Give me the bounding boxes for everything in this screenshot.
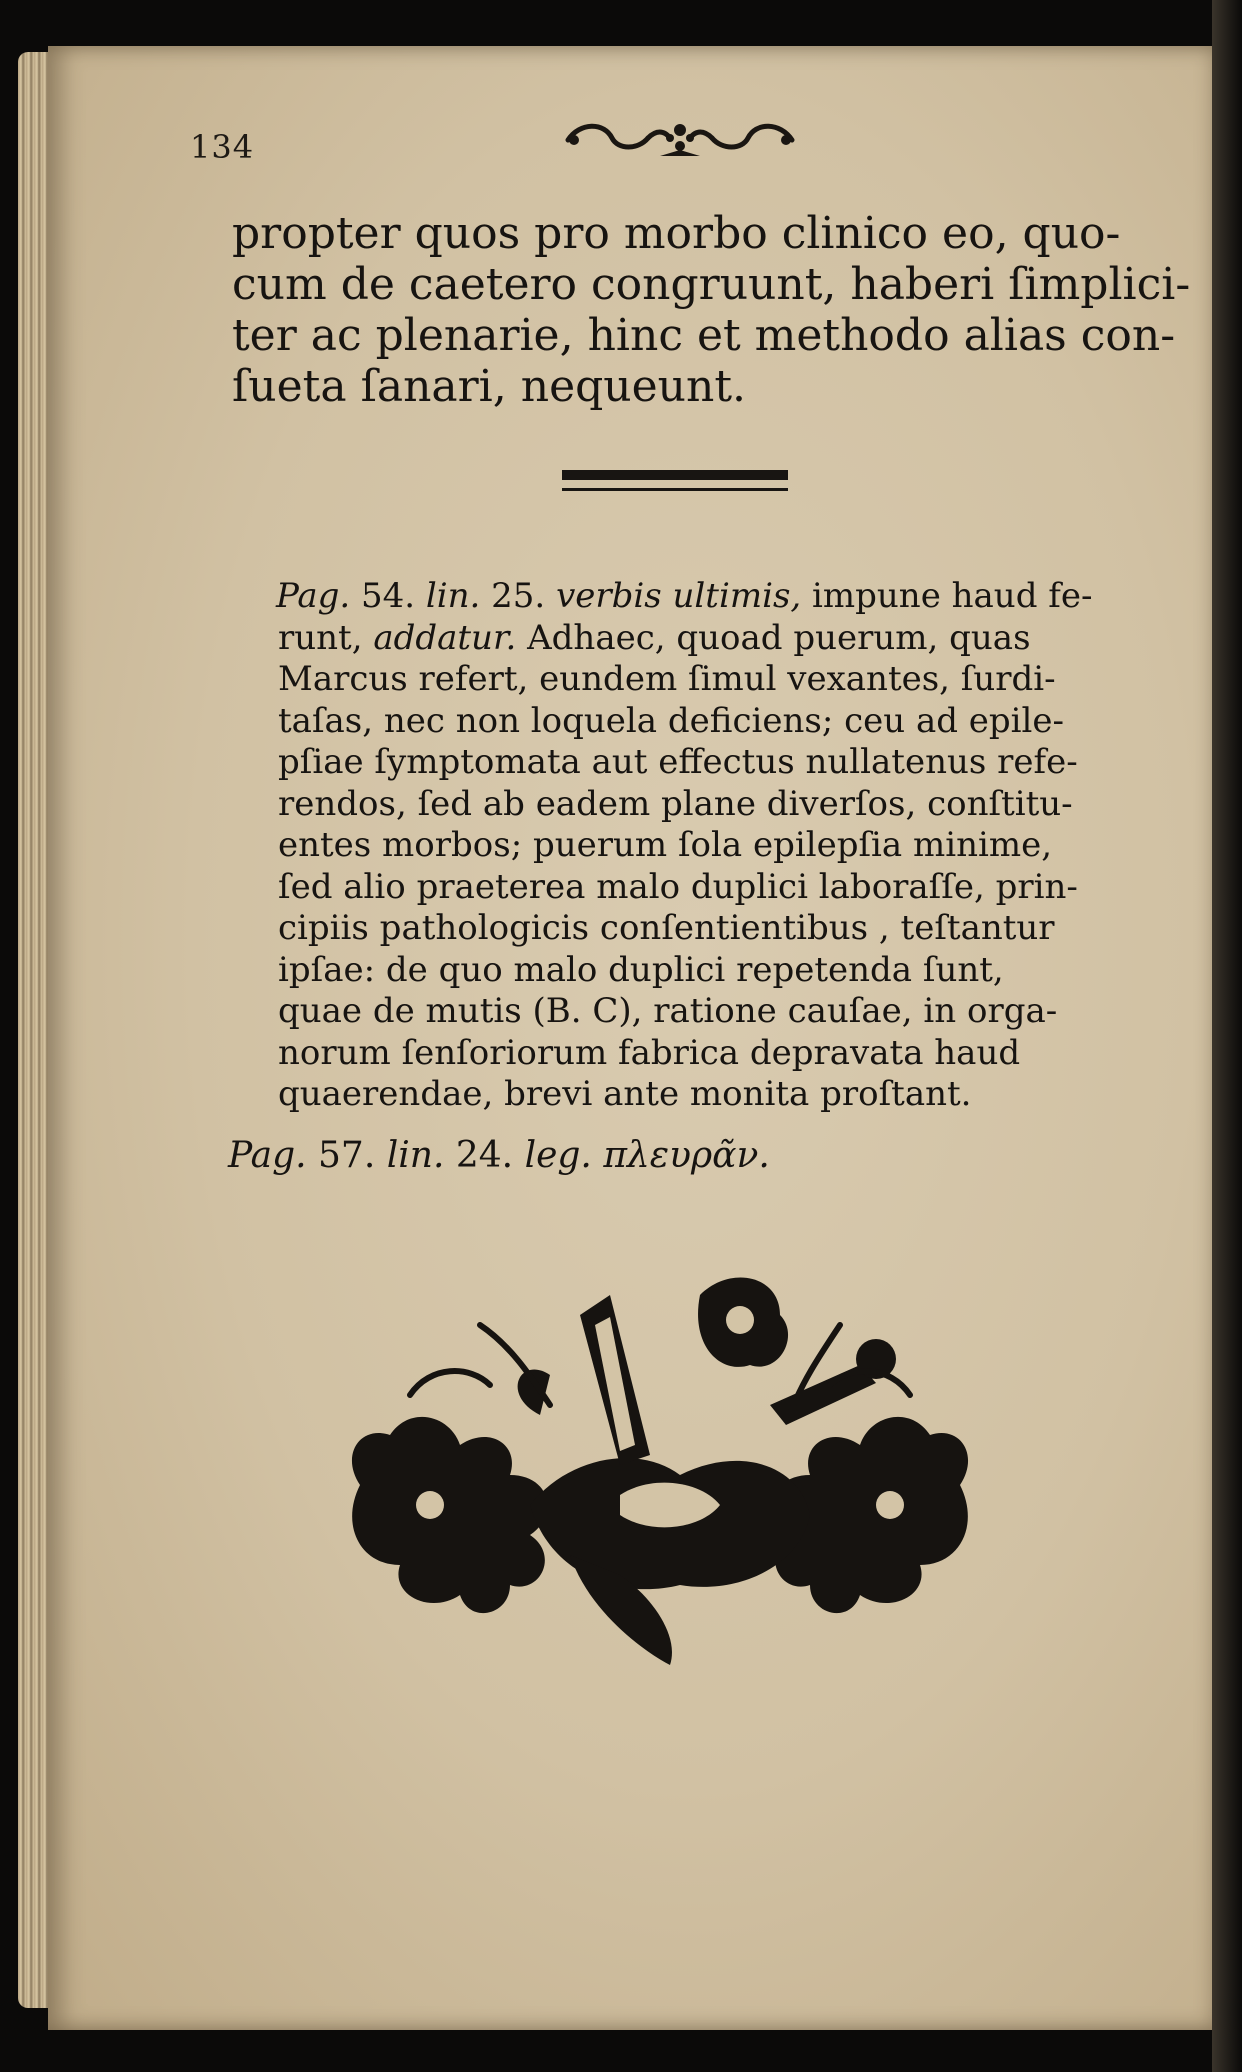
pag-label: Pag. xyxy=(276,576,351,616)
addatur-word: addatur. xyxy=(373,617,517,658)
text-fragment: runt, xyxy=(278,617,374,658)
errata-line xyxy=(228,1135,770,1176)
tailpiece-vignette-icon xyxy=(320,1255,1000,1675)
text-line: pſiae ſymptomata aut effectus nullatenus refe- xyxy=(278,742,1078,782)
text-line: norum ſenſoriorum fabrica depravata haud xyxy=(278,1032,1021,1073)
text-fragment: Adhaec, quoad puerum, quas xyxy=(516,617,1031,658)
text-line xyxy=(276,576,1118,618)
gutter-shadow xyxy=(1212,0,1242,2072)
lin-number: 24. xyxy=(455,1135,514,1176)
text-line: cipiis pathologicis conſentientibus , teſtantur xyxy=(278,908,1055,948)
text-line: ſueta ſanari, nequeunt. xyxy=(232,361,746,412)
pag-number: 57. xyxy=(318,1135,376,1176)
greek-word: πλευρᾶν. xyxy=(603,1135,770,1176)
section-rule-thin xyxy=(562,488,788,491)
header-ornament-icon xyxy=(560,116,800,164)
quoted-text: impune haud fe- xyxy=(812,576,1093,616)
text-line: ipſae: de quo malo duplici repetenda ſunt, xyxy=(278,949,1004,990)
text-line: ter ac plenarie, hinc et methodo alias con- xyxy=(232,310,1176,361)
main-paragraph xyxy=(232,208,1191,412)
lin-number: 25. xyxy=(491,576,546,616)
text-line: quaerendae, brevi ante monita proſtant. xyxy=(278,1074,972,1114)
text-line: rendos, ſed ab eadem plane diverſos, conſtitu- xyxy=(278,783,1073,824)
page-number: 134 xyxy=(190,128,255,166)
text-fragment: ta xyxy=(278,700,312,741)
text-line: entes morbos; puerum ſola epilepſia minime, xyxy=(278,825,1053,865)
text-line: ſed alio praeterea malo duplici laboraſſe, prin- xyxy=(278,866,1078,907)
text-line: propter quos pro morbo clinico eo, quo- xyxy=(232,208,1121,259)
text-line: cum de caetero congruunt, haberi ſimplici- xyxy=(232,259,1191,310)
lin-label: lin. xyxy=(425,576,481,616)
text-line: Marcus refert, eundem ſimul vexantes, ſurdi- xyxy=(278,659,1056,699)
text-line xyxy=(278,618,1118,660)
text-line: quae de mutis (B. C), ratione cauſae, in orga- xyxy=(278,991,1058,1031)
text-line xyxy=(278,701,1118,743)
section-rule xyxy=(562,470,788,480)
leg-label: leg. xyxy=(524,1135,592,1176)
pag-label: Pag. xyxy=(228,1135,307,1176)
pag-number: 54. xyxy=(361,576,416,616)
text-fragment: ſas, nec non loquela deficiens; ceu ad epile- xyxy=(311,700,1065,741)
lin-label: lin. xyxy=(386,1135,445,1176)
corrigenda-paragraph xyxy=(278,576,1118,1116)
cited-phrase: verbis ultimis, xyxy=(556,576,802,616)
